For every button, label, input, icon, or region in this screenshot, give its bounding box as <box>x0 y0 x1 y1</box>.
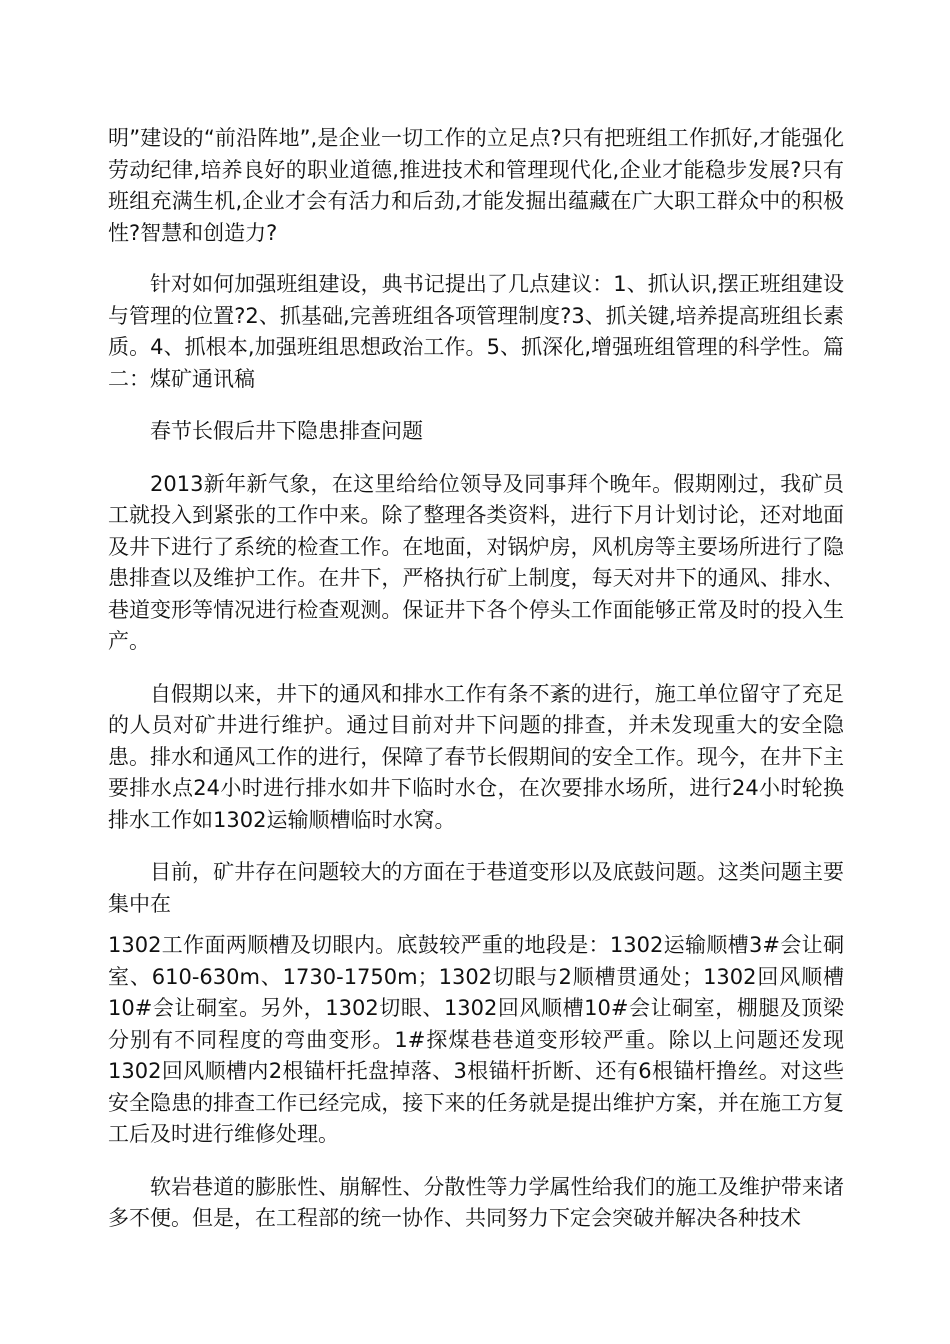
paragraph-ventilation-drainage: 自假期以来，井下的通风和排水工作有条不紊的进行，施工单位留守了充足的人员对矿井进行维护。通过目前对井下问题的排查，并未发现重大的安全隐患。排水和通风工作的进行，保障了春节长假期间的安全工作。现今，在井下主要排水点24小时进行排水如井下临时水仓，在次要排水场所，进行24小时轮换排水工作如1302运输顺槽临时水窝。 <box>108 681 844 832</box>
paragraph-main-problems-intro: 目前，矿井存在问题较大的方面在于巷道变形以及底鼓问题。这类问题主要集中在 <box>108 860 844 916</box>
paragraph-problem-details: 1302工作面两顺槽及切眼内。底鼓较严重的地段是：1302运输顺槽3#会让硐室、610-630m、1730-1750m；1302切眼与2顺槽贯通处；1302回风顺槽10#会让硐室。另外，1302切眼、1302回风顺槽10#会让硐室，棚腿及顶梁分别有不同程度的弯曲变形。1#探煤巷巷道变形较严重。除以上问题还发现1302回风顺槽内2根锚杆托盘掉落、3根锚杆折断、还有6根锚杆撸丝。对这些安全隐患的排查工作已经完成，接下来的任务就是提出维护方案，并在施工方复工后及时进行维修处理。 <box>108 933 844 1146</box>
article-heading: 春节长假后井下隐患排查问题 <box>150 419 423 443</box>
paragraph-soft-rock-roadway: 软岩巷道的膨胀性、崩解性、分散性等力学属性给我们的施工及维护带来诸多不便。但是，在工程部的统一协作、共同努力下定会突破并解决各种技术 <box>108 1174 844 1230</box>
paragraph-class-spirit: 明”建设的“前沿阵地”,是企业一切工作的立足点?只有把班组工作抓好,才能强化劳动纪律,培养良好的职业道德,推进技术和管理现代化,企业才能稳步发展?只有班组充满生机,企业才会有活力和后劲,才能发掘出蕴藏在广大职工群众中的积极性?智慧和创造力? <box>108 126 844 245</box>
paragraph-new-year-inspection: 2013新年新气象，在这里给给位领导及同事拜个晚年。假期刚过，我矿员工就投入到紧张的工作中来。除了整理各类资料，进行下月计划讨论，还对地面及井下进行了系统的检查工作。在地面，对锅炉房，风机房等主要场所进行了隐患排查以及维护工作。在井下，严格执行矿上制度，每天对井下的通风、排水、巷道变形等情况进行检查观测。保证井下各个停头工作面能够正常及时的投入生产。 <box>108 471 844 653</box>
document-body <box>108 123 844 1235</box>
paragraph-secretary-suggestions: 针对如何加强班组建设，典书记提出了几点建议：1、抓认识,摆正班组建设与管理的位置?2、抓基础,完善班组各项管理制度?3、抓关键,培养提高班组长素质。4、抓根本,加强班组思想政治工作。5、抓深化,增强班组管理的科学性。篇二：煤矿通讯稿 <box>108 272 844 391</box>
